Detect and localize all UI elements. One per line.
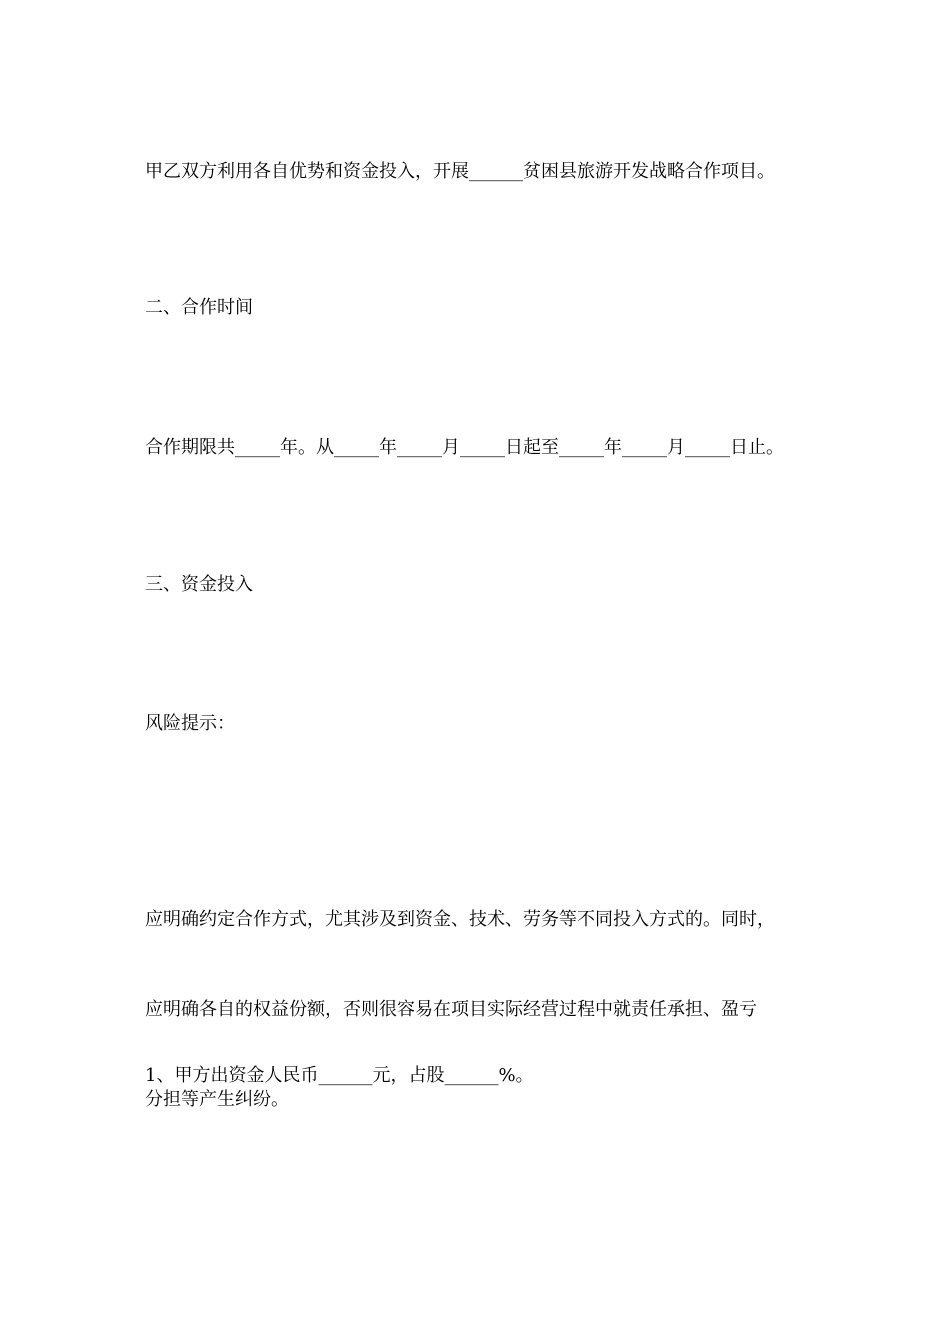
risk-notice-line: 应明确各自的权益份额，否则很容易在项目实际经营过程中就责任承担、盈亏	[145, 999, 757, 1020]
section-heading-capital-investment: 三、资金投入	[145, 574, 253, 595]
risk-notice-paragraph	[145, 845, 815, 1175]
section-heading-cooperation-time: 二、合作时间	[145, 297, 253, 318]
clause-party-a-investment: 1、甲方出资金人民币______元，占股______%。	[145, 1065, 534, 1086]
risk-notice-line: 分担等产生纠纷。	[145, 1089, 289, 1110]
risk-notice-heading: 风险提示：	[145, 713, 235, 734]
risk-notice-line: 应明确约定合作方式，尤其涉及到资金、技术、劳务等不同投入方式的。同时，	[145, 909, 775, 930]
cooperation-period-paragraph: 合作期限共_____年。从_____年_____月_____日起至_____年_____月_____日止。	[145, 437, 784, 458]
cooperation-content-paragraph: 甲乙双方利用各自优势和资金投入，开展______贫困县旅游开发战略合作项目。	[145, 161, 775, 182]
